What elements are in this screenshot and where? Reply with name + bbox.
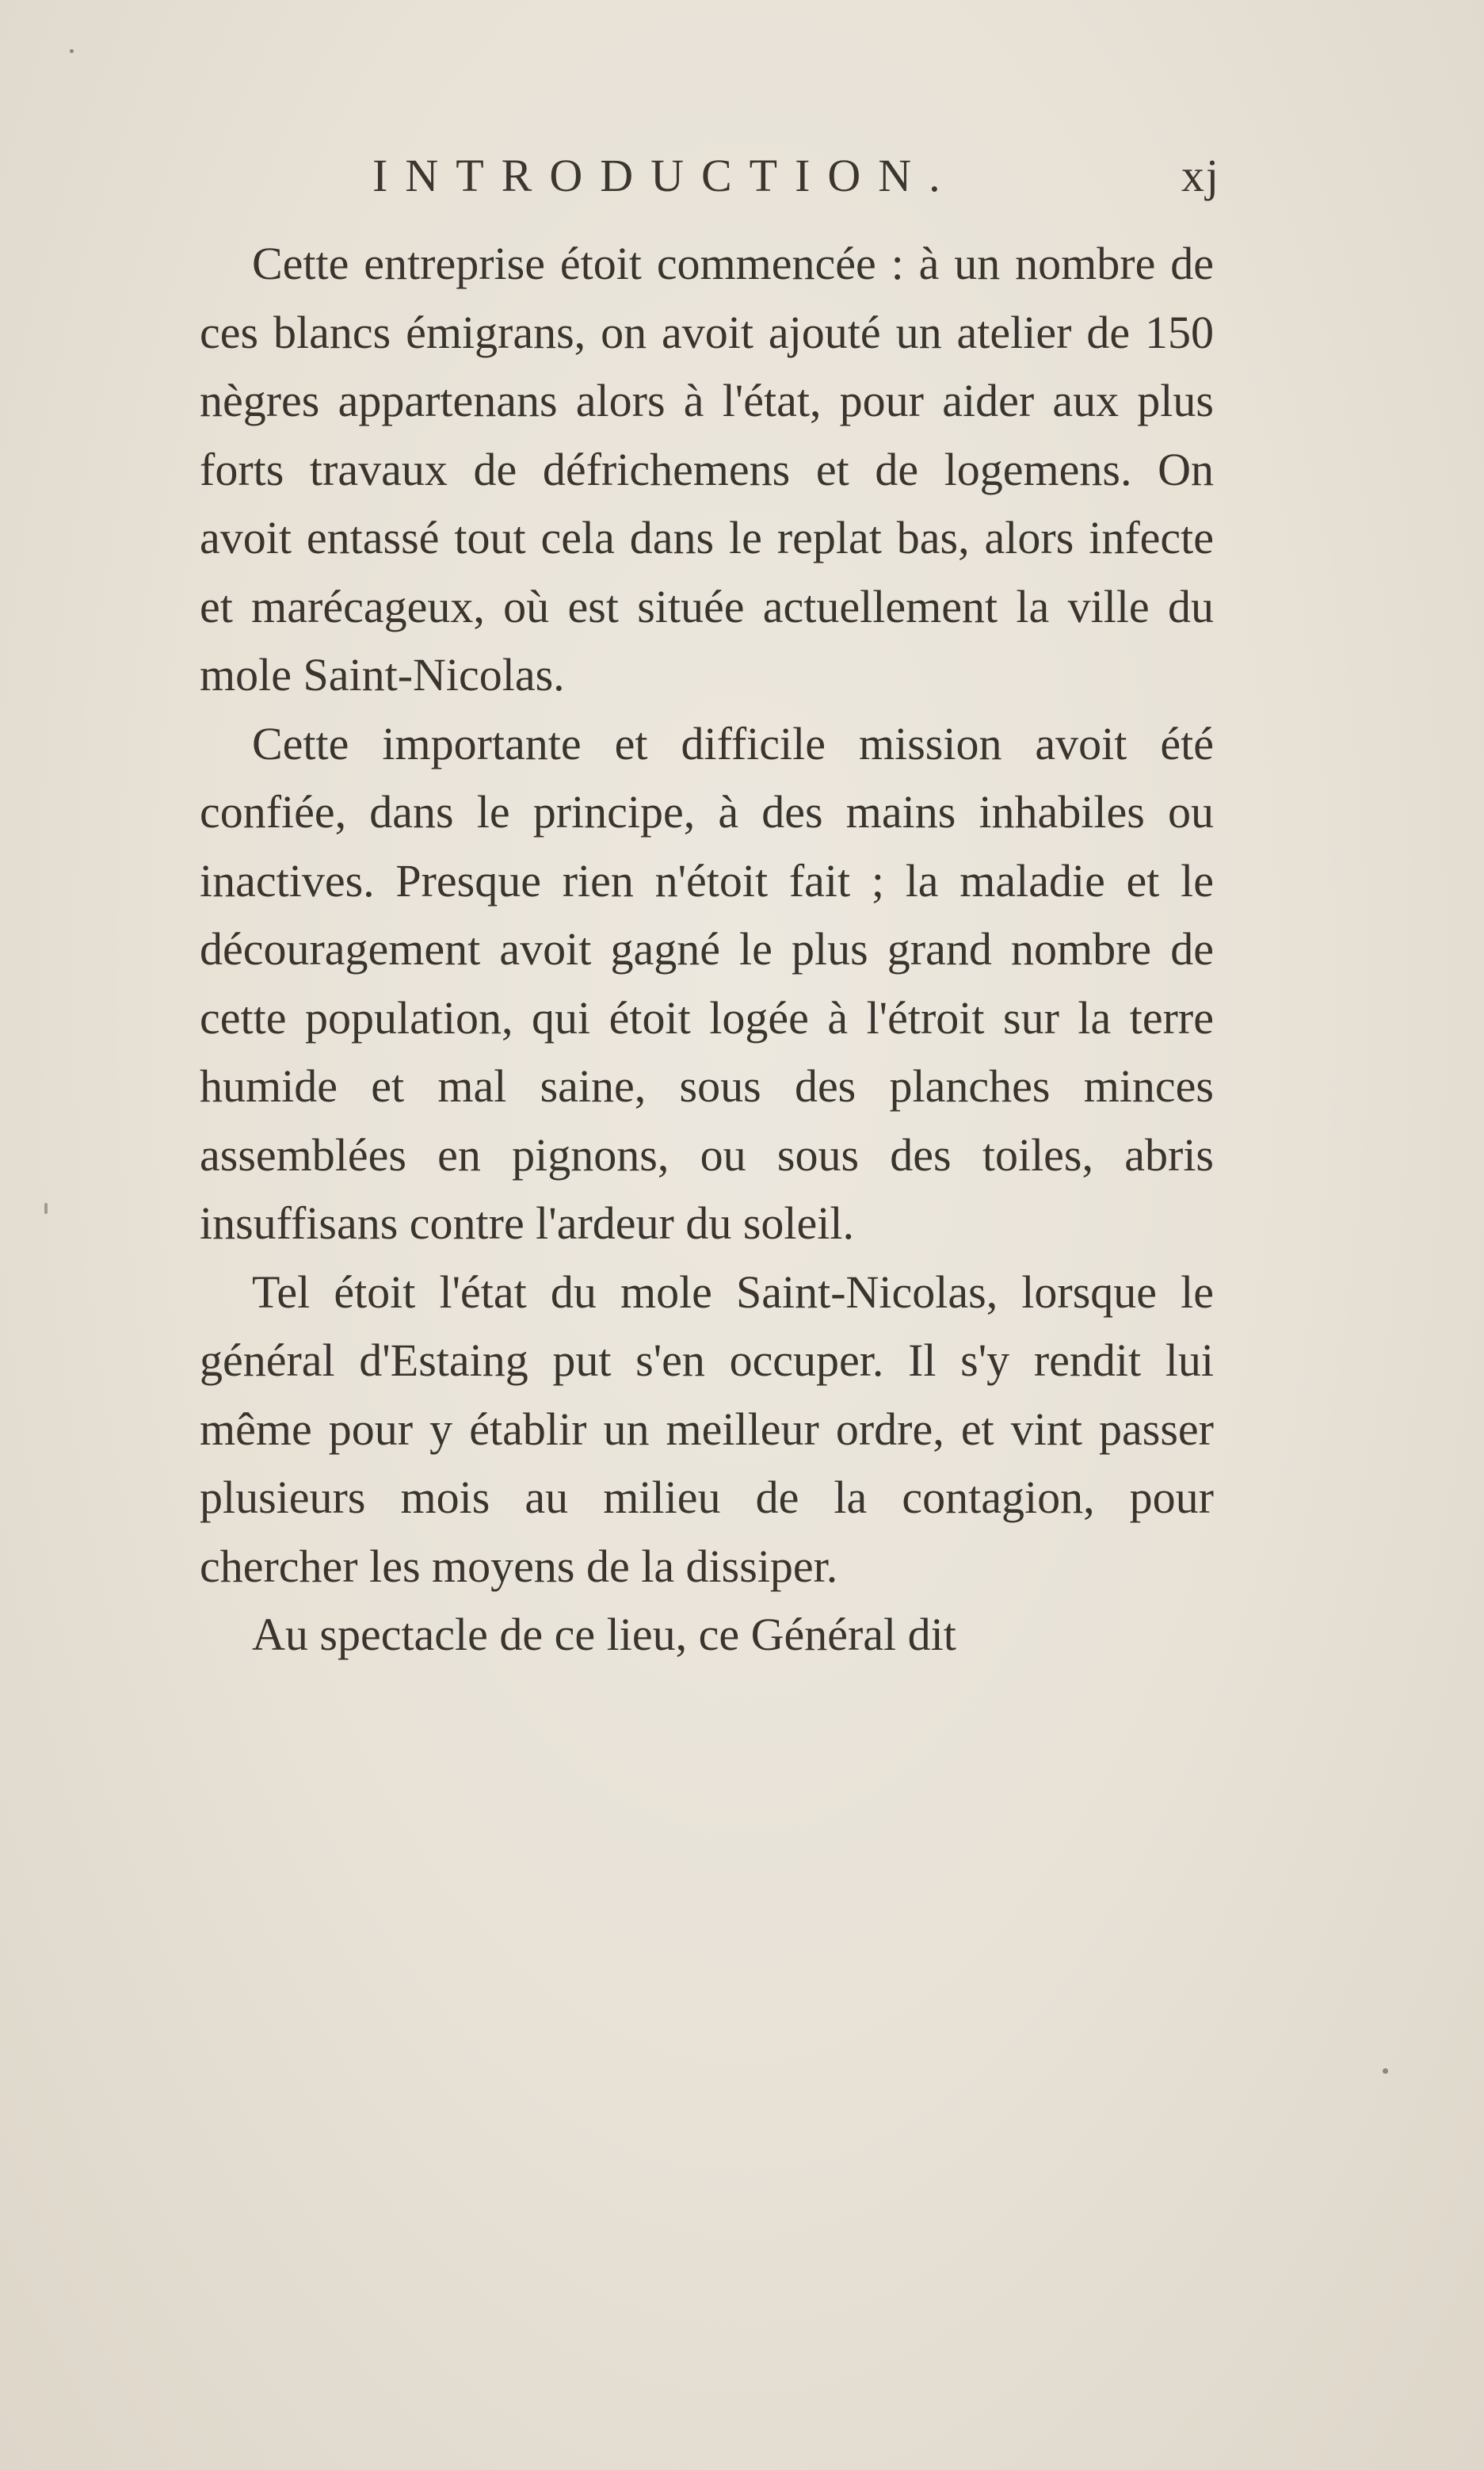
body-text	[200, 230, 1214, 1670]
paper-speck	[70, 49, 74, 53]
paragraph-3: Tel étoit l'état du mole Saint-Nicolas, lorsque le général d'Estaing put s'en occuper. Il s'y rendit lui même pour y établir un meilleur ordre, et vint passer plusieurs mois au milieu de la contagion, pour chercher les moyens de la dissiper.	[200, 1266, 1214, 1592]
page-number: xj	[1181, 150, 1220, 201]
paper-speck	[1383, 2068, 1388, 2074]
paragraph-2: Cette importante et difficile mission avoit été confiée, dans le principe, à des mains inhabiles ou inactives. Presque rien n'étoit fait ; la maladie et le découragement avoit gagné le plus grand nombre de cette population, qui étoit logée à l'étroit sur la terre humide et mal saine, sous des planches minces assemblées en pignons, ou sous des toiles, abris insuffisans contre l'ardeur du soleil.	[200, 717, 1214, 1249]
running-head	[198, 149, 1220, 220]
paragraph-4: Au spectacle de ce lieu, ce Général dit	[252, 1609, 956, 1660]
paper-speck	[44, 1203, 48, 1214]
paragraph-1: Cette entreprise étoit commencée : à un nombre de ces blancs émigrans, on avoit ajouté un atelier de 150 nègres appartenans alors à l'état, pour aider aux plus forts travaux de défrichemens et de logemens. On avoit entassé tout cela dans le replat bas, alors infecte et marécageux, où est située actuellement la ville du mole Saint-Nicolas.	[200, 238, 1214, 701]
running-title: INTRODUCTION.	[372, 150, 958, 201]
